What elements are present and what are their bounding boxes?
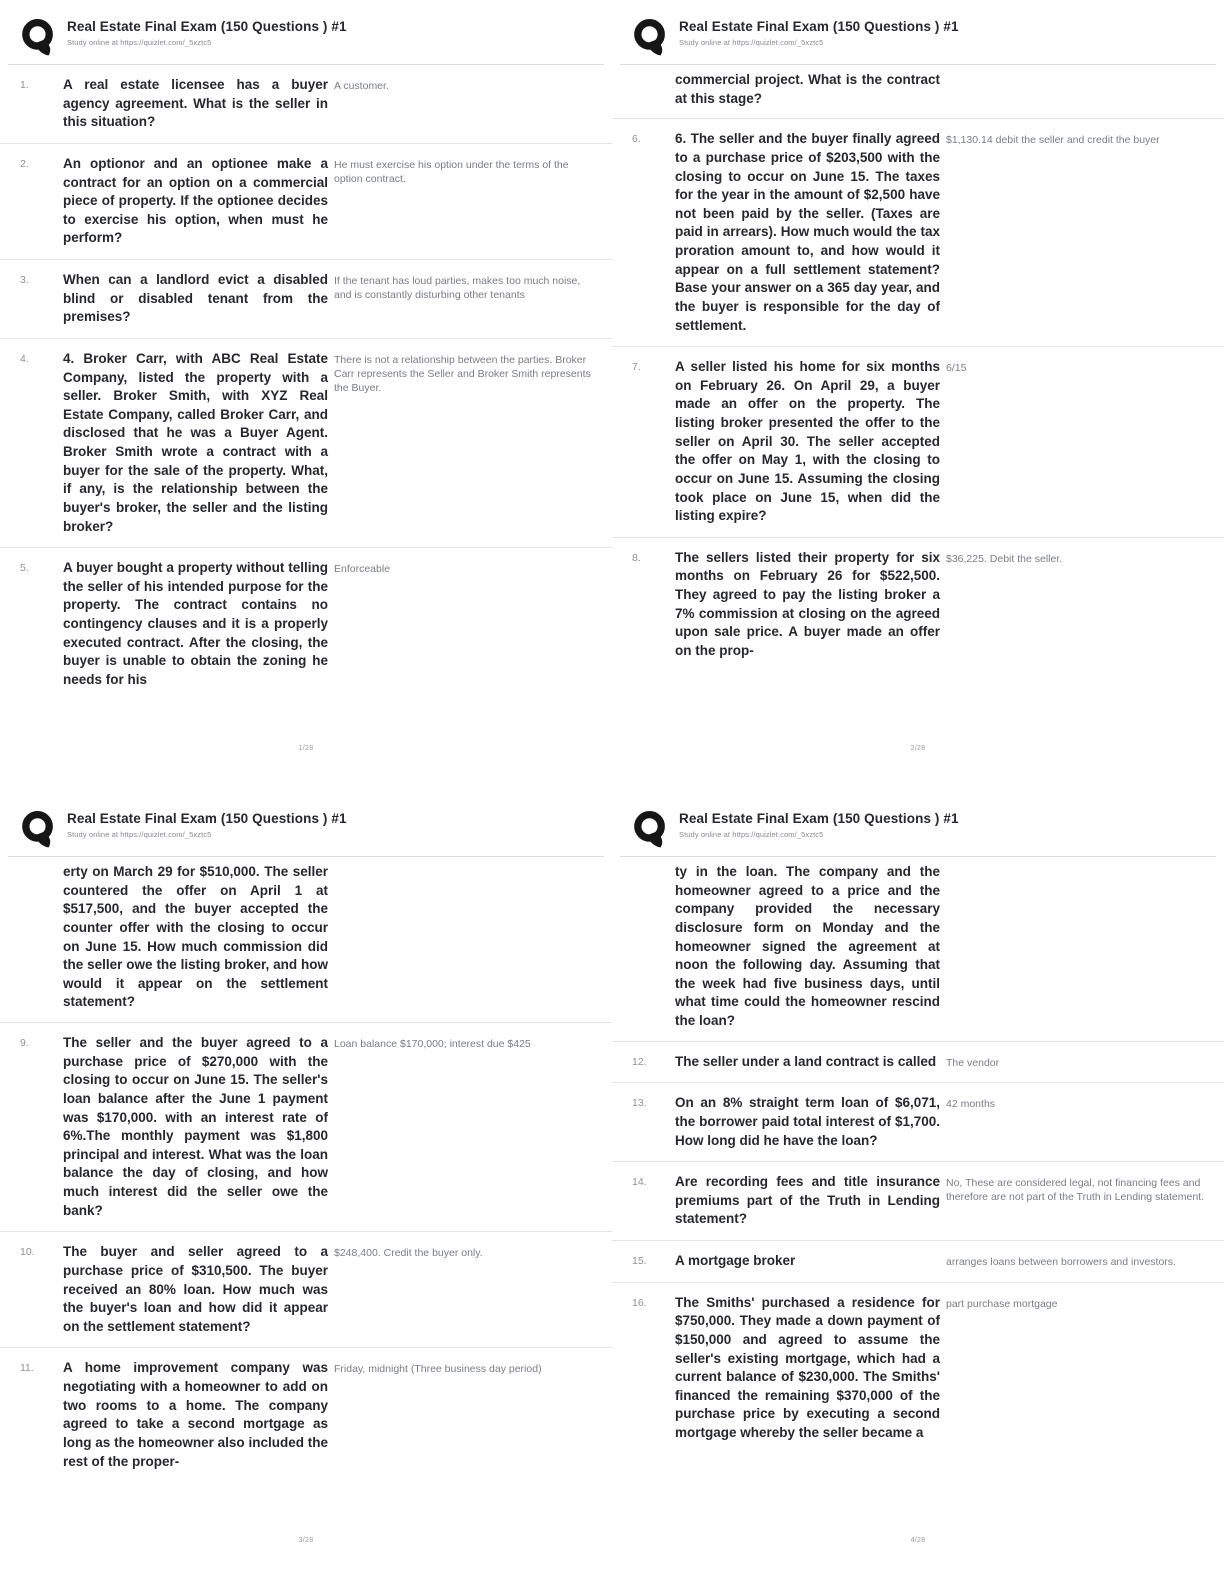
answer-text: part purchase mortgage (946, 1297, 1058, 1310)
answer-text: Friday, midnight (Three business day period) (334, 1363, 542, 1376)
answer-text: Enforceable (334, 563, 391, 576)
study-online-link[interactable]: Study online at https://quizlet.com/_5xztc5 (67, 37, 212, 47)
question-continuation-text: ty in the loan. The company and the homeowner agreed to a price and the company provided the necessary disclosure form on Monday and the homeowner signed the agreement at noon the following day. Assuming that the week had five business days, until what time could the homeowner rescind the loan? (675, 864, 940, 1028)
question-number: 2. (20, 157, 29, 170)
question-text: A seller listed his home for six months on February 26. On April 29, a buyer made an offer on the property. The listing broker presented the offer to the seller on April 30. The seller accepted the offer on May 1, with the closing to occur on June 15. Assuming the closing took place on June 15, when did the listing expire? (675, 359, 940, 524)
page-number: 1/28 (298, 745, 314, 752)
question-text: Are recording fees and title insurance premiums part of the Truth in Lending statement? (675, 1174, 940, 1227)
continuation-row (612, 857, 1224, 1042)
question-text: A buyer bought a property without telling the seller of his intended purpose for the property. The contract contains no contingency clauses and it is a properly executed contract. After the closing, the buyer is unable to obtain the zoning he needs for his (63, 560, 328, 687)
question-text: The buyer and seller agreed to a purchase price of $310,500. The buyer received an 80% loan. How much was the buyer's loan and how did it appear on the settlement statement? (63, 1244, 328, 1334)
question-number: 1. (20, 79, 29, 91)
question-number: 5. (20, 562, 29, 575)
question-number: 3. (20, 274, 29, 286)
question-number: 7. (632, 361, 641, 374)
answer-text: Loan balance $170,000; interest due $425 (334, 1038, 531, 1050)
answer-text: 42 months (946, 1098, 996, 1111)
answer-text: A customer. (334, 80, 389, 92)
page-number: 2/28 (910, 745, 926, 752)
page-3 (0, 792, 612, 1584)
answer-text: $36,225. Debit the seller. (946, 552, 1063, 565)
qa-row (0, 1232, 612, 1348)
page-header (0, 792, 612, 851)
question-number: 4. (20, 352, 29, 365)
question-text: On an 8% straight term loan of $6,071, the borrower paid total interest of $1,700. How long did he have the loan? (675, 1095, 940, 1148)
question-number: 14. (632, 1176, 647, 1189)
qa-row (612, 119, 1224, 347)
quizlet-logo-icon (632, 17, 670, 59)
qa-row (0, 339, 612, 548)
page-title: Real Estate Final Exam (150 Questions ) #1 (67, 19, 347, 34)
page-header (0, 0, 612, 59)
question-text: 4. Broker Carr, with ABC Real Estate Company, listed the property with a seller. Broker Smith, with XYZ Real Estate Company, called Broker Carr, and disclosed that he was a Buyer Agent. Broker Smith wrote a contract with a buyer for the sale of the property. What, if any, is the relationship between the buyer's broker, the seller and the listing broker? (63, 350, 328, 534)
quizlet-logo-icon (20, 809, 58, 851)
page-title: Real Estate Final Exam (150 Questions ) #1 (679, 811, 959, 826)
question-number: 13. (632, 1097, 647, 1110)
continuation-row (612, 65, 1224, 119)
question-text: The seller under a land contract is called (675, 1053, 937, 1069)
question-text: A real estate licensee has a buyer agency agreement. What is the seller in this situation? (63, 77, 328, 130)
page-number: 4/28 (910, 1537, 926, 1544)
question-number: 11. (20, 1362, 34, 1375)
answer-text: If the tenant has loud parties, makes too much noise, and is constantly disturbing other tenants (334, 275, 581, 302)
answer-text: No, These are considered legal, not financing fees and therefore are not part of the Truth in Lending statement. (946, 1177, 1204, 1204)
quizlet-logo-icon (20, 17, 58, 59)
question-text: The Smiths' purchased a residence for $750,000. They made a down payment of $150,000 and agreed to assume the seller's existing mortgage, which had a current balance of $230,000. The Smiths' financed the remaining $370,000 of the purchase price by executing a second mortgage whereby the seller became a (675, 1294, 940, 1440)
question-continuation-text: erty on March 29 for $510,000. The seller countered the offer on April 1 at $517,500, and the buyer accepted the counter offer with the closing to occur on June 15. How much commission did the seller owe the listing broker, and how would it appear on the settlement statement? (63, 864, 328, 1010)
qa-row (0, 548, 612, 700)
question-text: The sellers listed their property for six months on February 26 for $522,500. They agreed to pay the listing broker a 7% commission at closing on the agreed upon sale price. A buyer made an offer on the prop- (675, 549, 940, 658)
answer-text: $248,400. Credit the buyer only. (334, 1247, 483, 1260)
question-text: When can a landlord evict a disabled blind or disabled tenant from the premises? (63, 272, 328, 325)
question-text: A home improvement company was negotiating with a homeowner to add on two rooms to a home. The company agreed to take a second mortgage as long as the homeowner also included the rest of the proper- (63, 1360, 328, 1469)
answer-text: The vendor (946, 1056, 1000, 1069)
qa-row (612, 1042, 1224, 1084)
qa-row (612, 1283, 1224, 1454)
qa-row (0, 1348, 612, 1482)
quizlet-logo-icon (632, 809, 670, 851)
qa-row (0, 1023, 612, 1232)
question-continuation-text: commercial project. What is the contract at this stage? (675, 72, 940, 106)
page-number: 3/28 (298, 1537, 314, 1544)
question-number: 6. (632, 133, 641, 146)
qa-row (0, 144, 612, 260)
question-number: 10. (20, 1246, 35, 1259)
continuation-row (0, 857, 612, 1023)
answer-text: $1,130.14 debit the seller and credit the buyer (946, 134, 1160, 147)
page-1 (0, 0, 612, 792)
answer-text: There is not a relationship between the parties. Broker Carr represents the Seller and Broker Smith represents the Buyer. (334, 353, 591, 394)
answer-text: arranges loans between borrowers and investors. (946, 1256, 1176, 1268)
question-text: An optionor and an optionee make a contract for an option on a commercial piece of property. If the optionee decides to exercise his option, when must he perform? (63, 155, 328, 246)
question-number: 16. (632, 1296, 647, 1309)
page-title: Real Estate Final Exam (150 Questions ) #1 (67, 811, 347, 826)
qa-row (612, 1083, 1224, 1162)
page-header (612, 792, 1224, 851)
answer-text: He must exercise his option under the terms of the option contract. (334, 158, 569, 185)
page-header (612, 0, 1224, 59)
question-number: 12. (632, 1055, 647, 1068)
page-2 (612, 0, 1224, 792)
question-text: The seller and the buyer agreed to a purchase price of $270,000 with the closing to occur on June 15. The seller's loan balance after the June 1 payment was $170,000. with an interest rate of 6%.The monthly payment was $1,800 principal and interest. What was the loan balance the day of closing, and how much interest did the seller owe the bank? (63, 1035, 328, 1218)
page-4 (612, 792, 1224, 1584)
question-text: 6. The seller and the buyer finally agreed to a purchase price of $203,500 with the closing to occur on June 15. The taxes for the year in the amount of $2,500 have not been paid by the seller. (Taxes are paid in arrears). How much would the tax proration amount to, and how would it appear on a full settlement statement? Base your answer on a 365 day year, and the buyer is responsible for the day of settlement. (675, 131, 940, 333)
qa-row (0, 65, 612, 144)
question-number: 8. (632, 551, 641, 564)
qa-row (612, 347, 1224, 538)
qa-row (612, 1162, 1224, 1241)
question-number: 15. (632, 1255, 647, 1267)
study-online-link[interactable]: Study online at https://quizlet.com/_5xztc5 (67, 829, 212, 839)
qa-row (612, 1241, 1224, 1283)
question-text: A mortgage broker (675, 1253, 796, 1268)
qa-row (0, 260, 612, 339)
study-online-link[interactable]: Study online at https://quizlet.com/_5xztc5 (679, 829, 824, 839)
answer-text: 6/15 (946, 362, 967, 375)
qa-row (612, 538, 1224, 672)
question-number: 9. (20, 1037, 29, 1049)
page-title: Real Estate Final Exam (150 Questions ) #1 (679, 19, 959, 34)
study-online-link[interactable]: Study online at https://quizlet.com/_5xztc5 (679, 37, 824, 47)
